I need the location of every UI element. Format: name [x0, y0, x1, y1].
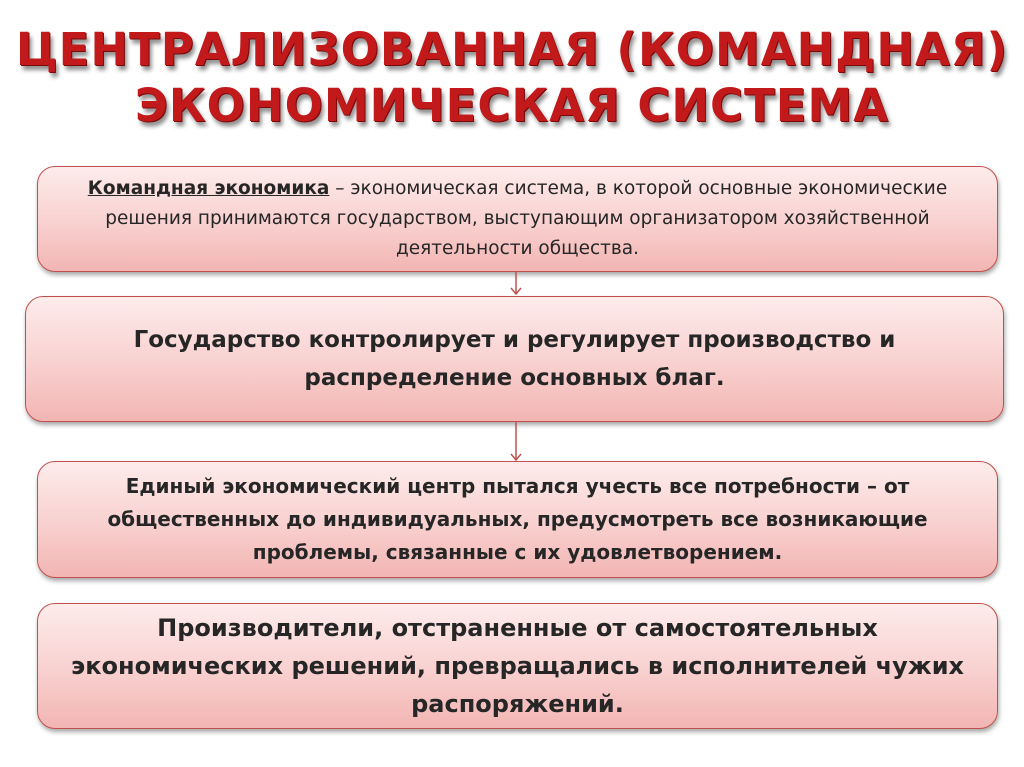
definition-box: [37, 166, 998, 272]
definition-body: – экономическая система, в которой основные экономические решения принимаются государством, выступающим организатором хозяйственной деятельности общества.: [105, 178, 948, 259]
state-control-box: [25, 296, 1004, 422]
state-control-text: Государство контролирует и регулирует производство и распределение основных благ.: [133, 327, 896, 391]
definition-term: Командная экономика: [87, 178, 330, 199]
slide-title-line-2: ЭКОНОМИЧЕСКАЯ СИСТЕМА: [134, 79, 890, 132]
definition-text: [38, 174, 997, 264]
single-center-text: Единый экономический центр пытался учесть все потребности – от общественных до индивидуальных, предусмотреть все возникающие проблемы, связанные с их удовлетворением.: [107, 474, 928, 564]
slide-title: [0, 22, 1024, 134]
producers-box: [37, 603, 998, 729]
single-center-box: [37, 461, 998, 578]
producers-text: Производители, отстраненные от самостоятельных экономических решений, превращались в исполнителей чужих распоряжений.: [71, 614, 964, 718]
slide-title-line-1: ЦЕНТРАЛИЗОВАННАЯ (КОМАНДНАЯ): [15, 23, 1009, 76]
connector-arrow-2: [506, 422, 526, 464]
connector-arrow-1: [506, 272, 526, 298]
